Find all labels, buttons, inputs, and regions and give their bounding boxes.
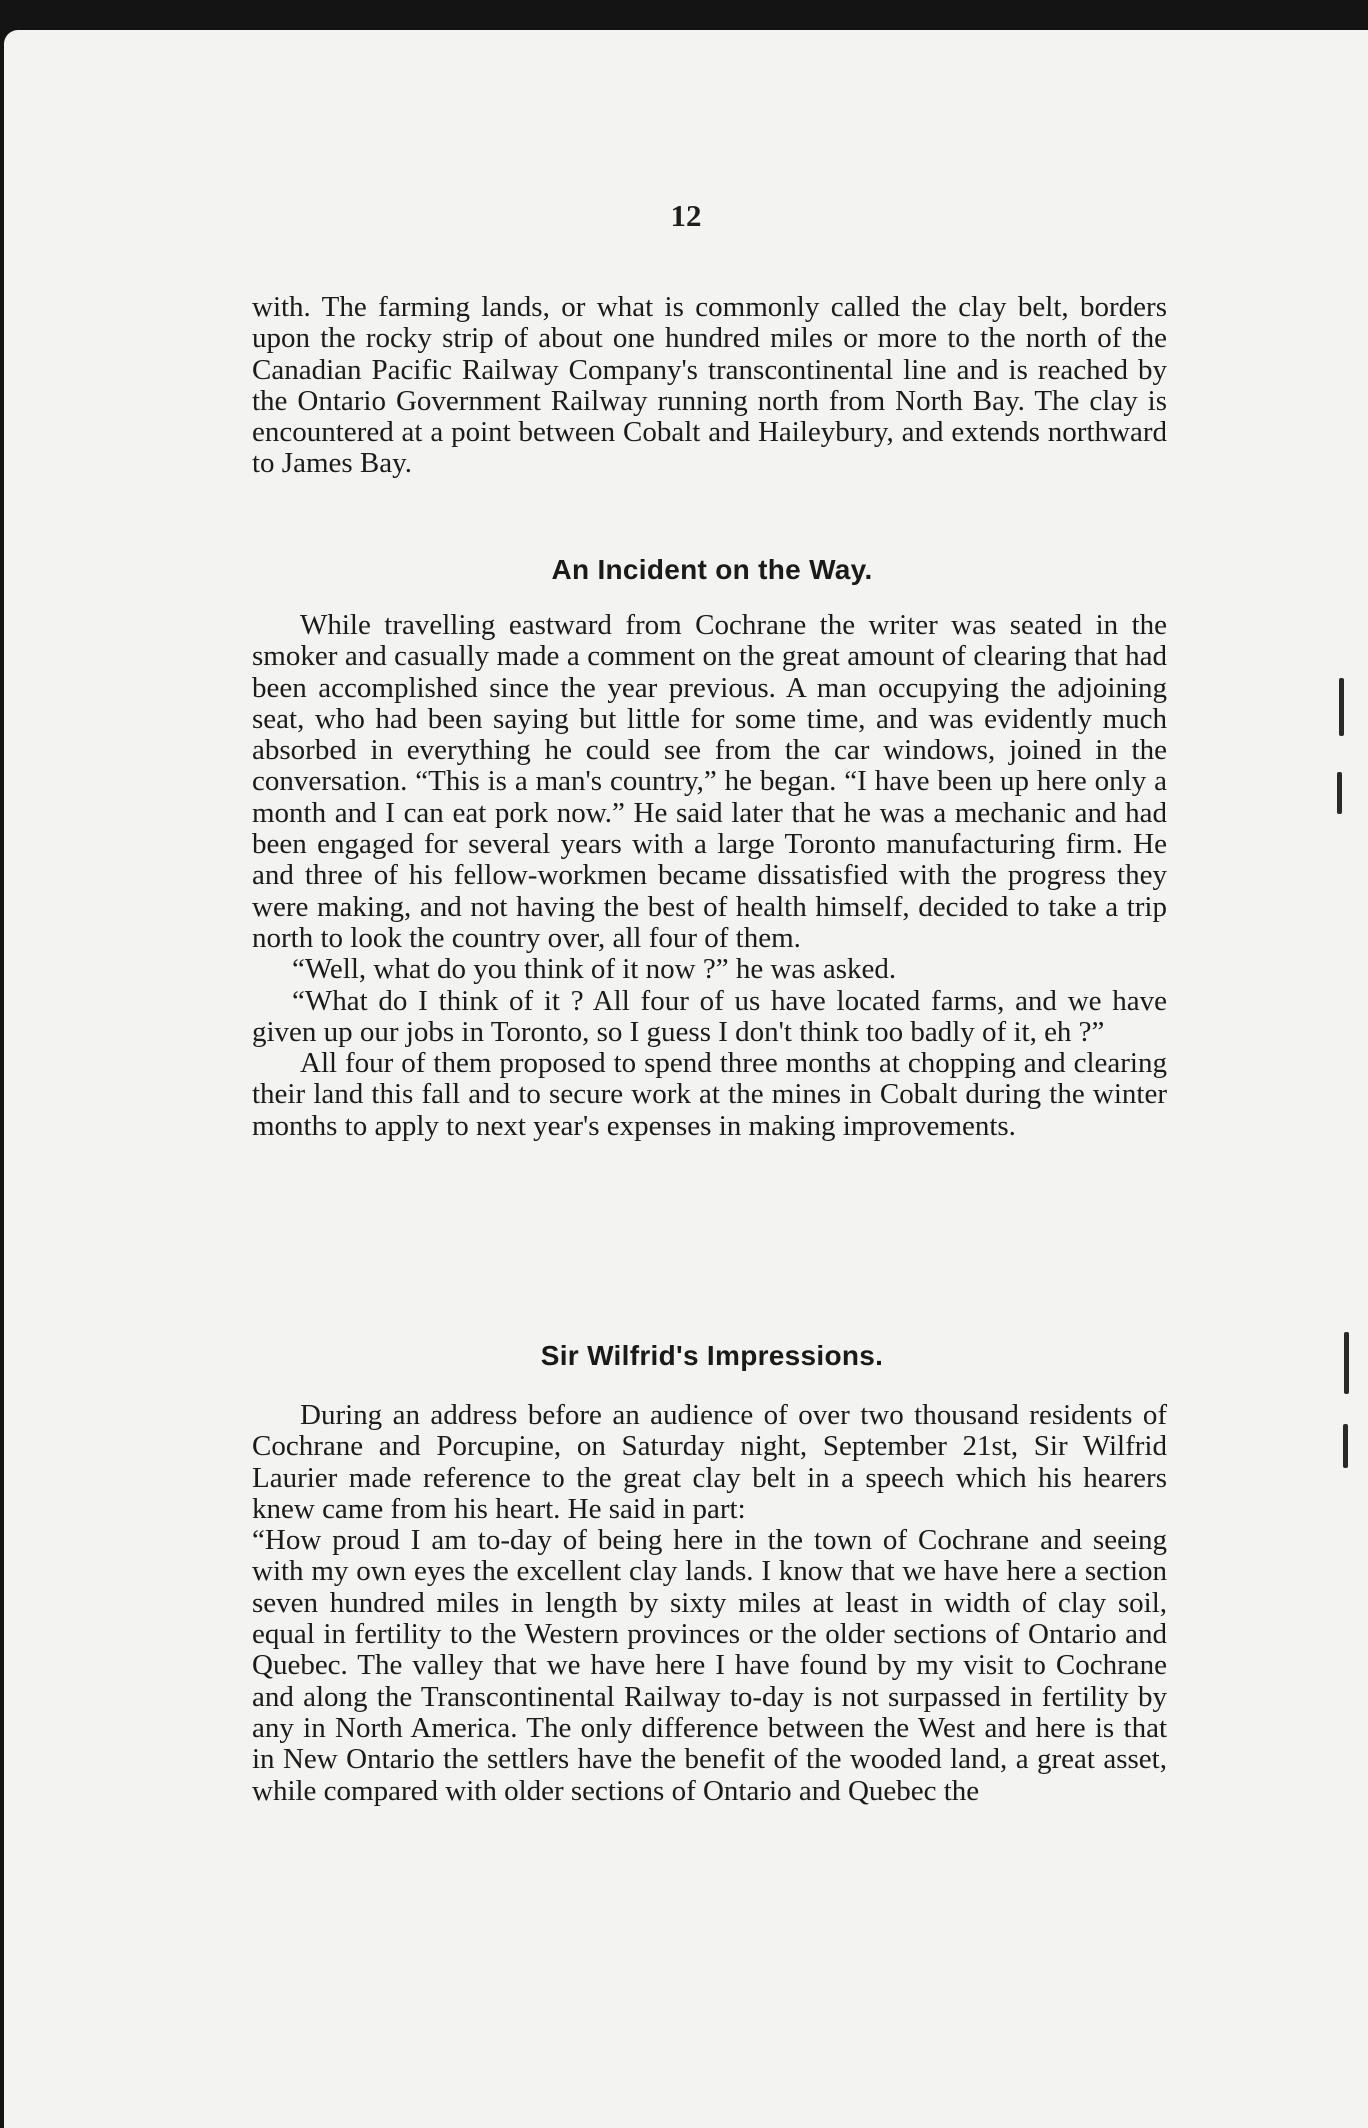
document-page <box>4 30 1368 2128</box>
section-heading-impressions: Sir Wilfrid's Impressions. <box>540 1340 884 1371</box>
margin-mark <box>1343 1424 1348 1468</box>
intro-paragraph: with. The farming lands, or what is commonly called the clay belt, borders upon the rocky strip of about one hundred miles or more to the north of the Canadian Pacific Railway Company's transcontinental line and is reached by the Ontario Government Railway running north from North Bay. The clay is encountered at a point between Cobalt and Haileybury, and extends northward to James Bay. <box>252 291 1167 480</box>
section-impressions-body <box>252 1400 1167 1807</box>
body-paragraph: All four of them proposed to spend three months at chopping and clearing their land this fall and to secure work at the mines in Cobalt during the winter months to apply to next year's expenses in making improvements. <box>252 1047 1167 1142</box>
margin-mark <box>1339 678 1344 736</box>
section-incident-body <box>252 610 1167 1142</box>
page-number: 12 <box>670 198 702 233</box>
body-paragraph: “Well, what do you think of it now ?” he was asked. <box>292 953 897 986</box>
margin-mark <box>1344 1332 1349 1394</box>
intro-paragraph-block <box>252 292 1167 480</box>
margin-mark <box>1337 772 1342 814</box>
body-paragraph: “How proud I am to-day of being here in the town of Cochrane and seeing with my own eyes the excellent clay lands. I know that we have here a section seven hundred miles in length by sixty miles at least in width of clay soil, equal in fertility to the Western provinces or the older sections of Ontario and Quebec. The valley that we have here I have found by my visit to Cochrane and along the Transcontinental Railway to-day is not surpassed in fertility by any in North America. The only difference between the West and here is that in New Ontario the settlers have the benefit of the wooded land, a great asset, while compared with older sections of Ontario and Quebec the <box>252 1524 1167 1807</box>
section-heading-incident: An Incident on the Way. <box>551 554 873 585</box>
body-paragraph: During an address before an audience of over two thousand residents of Cochrane and Porcupine, on Saturday night, September 21st, Sir Wilfrid Laurier made reference to the great clay belt in a speech which his hearers knew came from his heart. He said in part: <box>252 1399 1167 1525</box>
body-paragraph: “What do I think of it ? All four of us have located farms, and we have given up our jobs in Toronto, so I guess I don't think too badly of it, eh ?” <box>252 984 1167 1048</box>
body-paragraph: While travelling eastward from Cochrane the writer was seated in the smoker and casually made a comment on the great amount of clearing that had been accomplished since the year previous. A man occupying the adjoining seat, who had been saying but little for some time, and was evidently much absorbed in everything he could see from the car windows, joined in the conversation. “This is a man's country,” he began. “I have been up here only a month and I can eat pork now.” He said later that he was a mechanic and had been engaged for several years with a large Toronto manufacturing firm. He and three of his fellow-workmen became dissatisfied with the progress they were making, and not having the best of health himself, decided to take a trip north to look the country over, all four of them. <box>252 609 1167 954</box>
